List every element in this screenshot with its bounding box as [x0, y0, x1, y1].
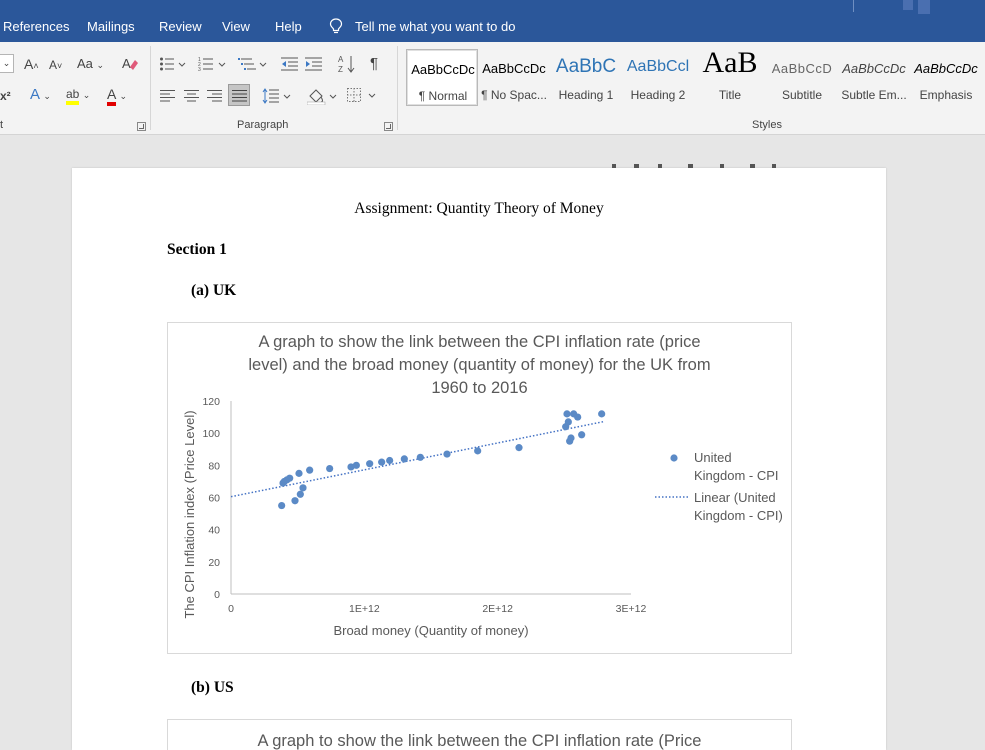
- style-name: ¶ Normal: [418, 89, 468, 103]
- data-point: [286, 475, 293, 482]
- style-preview: AaBbCcDc: [914, 61, 978, 76]
- tab-view[interactable]: View: [222, 19, 250, 34]
- cut-off-text-fragment: [610, 162, 780, 170]
- style-preview: AaBbCcD: [771, 61, 833, 76]
- styles-group-label: Styles: [752, 119, 782, 131]
- tab-review[interactable]: Review: [159, 19, 202, 34]
- shrink-font-button[interactable]: A˅: [49, 58, 63, 72]
- data-point: [565, 418, 572, 425]
- tab-references[interactable]: References: [3, 19, 70, 34]
- us-cpi-chart[interactable]: [167, 719, 792, 750]
- data-point: [326, 465, 333, 472]
- style-name: Heading 1: [558, 88, 614, 102]
- x-tick-label: 3E+12: [615, 603, 647, 615]
- document-page[interactable]: [72, 168, 886, 750]
- data-point: [417, 454, 424, 461]
- data-point: [278, 502, 285, 509]
- style-no-spacing[interactable]: [478, 49, 550, 106]
- data-point: [567, 434, 574, 441]
- data-point: [306, 467, 313, 474]
- highlight-button[interactable]: ab ⌄: [66, 86, 90, 103]
- data-point: [297, 491, 304, 498]
- data-point: [366, 460, 373, 467]
- x-tick-label: 1E+12: [349, 603, 380, 615]
- title-bar-decoration-2: [918, 0, 930, 14]
- style-name: Subtitle: [781, 88, 823, 102]
- chart-title-line: A graph to show the link between the CPI inflation rate (Price: [257, 732, 702, 750]
- font-size-dropdown[interactable]: ⌄: [0, 54, 14, 73]
- y-tick-label: 40: [208, 524, 220, 537]
- y-tick-label: 80: [208, 460, 220, 473]
- ribbon: [0, 42, 985, 135]
- superscript-button[interactable]: x²: [0, 89, 11, 103]
- data-point: [386, 457, 393, 464]
- data-point: [515, 444, 522, 451]
- svg-text:1: 1: [198, 57, 201, 63]
- y-axis-title: The CPI Inflation index (Price Level): [182, 410, 197, 619]
- shading-icon[interactable]: [307, 87, 339, 105]
- style-subtle-emphasis[interactable]: [838, 49, 910, 106]
- style-heading-1[interactable]: [550, 49, 622, 106]
- paragraph-dialog-launcher[interactable]: [384, 122, 393, 131]
- legend-label: United: [694, 450, 732, 465]
- style-subtitle[interactable]: [766, 49, 838, 106]
- legend-label: Linear (United: [694, 490, 776, 505]
- part-b-heading: (b) US: [191, 679, 234, 696]
- uk-cpi-chart[interactable]: [167, 322, 792, 654]
- svg-text:3: 3: [198, 67, 201, 72]
- style-title[interactable]: [694, 49, 766, 106]
- chart-title-line: A graph to show the link between the CPI inflation rate (price: [258, 333, 701, 351]
- scatter-plot: [168, 323, 791, 653]
- lightbulb-icon[interactable]: [329, 18, 343, 34]
- style-normal[interactable]: [406, 49, 478, 106]
- chart-title-line: 1960 to 2016: [431, 379, 528, 397]
- font-color-button[interactable]: A ⌄: [107, 86, 127, 104]
- show-formatting-marks-button[interactable]: ¶: [370, 55, 379, 72]
- sort-icon[interactable]: [338, 54, 356, 74]
- tab-help[interactable]: Help: [275, 19, 302, 34]
- data-point: [353, 462, 360, 469]
- x-tick-label: 0: [228, 603, 234, 615]
- align-left-icon[interactable]: [160, 89, 176, 103]
- multilevel-list-icon[interactable]: [238, 56, 270, 72]
- style-preview: AaBbCcDc: [482, 61, 546, 76]
- ribbon-separator: [150, 46, 151, 130]
- numbering-icon[interactable]: [198, 56, 230, 72]
- styles-gallery: [406, 49, 985, 107]
- assignment-heading: Assignment: Quantity Theory of Money: [354, 200, 604, 217]
- title-bar-divider: [853, 0, 854, 12]
- style-name: Emphasis: [919, 88, 973, 102]
- data-point: [299, 484, 306, 491]
- data-point: [578, 431, 585, 438]
- menu-bar: [0, 0, 985, 42]
- change-case-button[interactable]: Aa ⌄: [77, 56, 105, 71]
- justify-button[interactable]: [228, 84, 250, 106]
- svg-text:A: A: [122, 56, 131, 71]
- y-tick-label: 100: [202, 428, 220, 441]
- justify-icon: [232, 89, 248, 103]
- align-right-icon[interactable]: [207, 89, 223, 103]
- y-tick-label: 120: [202, 396, 220, 408]
- style-preview: AaBbCcDc: [842, 61, 906, 76]
- style-preview: AaBbCcDc: [411, 62, 475, 77]
- data-point: [291, 497, 298, 504]
- style-preview: AaBbCcl: [626, 58, 690, 75]
- tab-mailings[interactable]: Mailings: [87, 19, 135, 34]
- legend-marker: [670, 454, 677, 461]
- data-point: [401, 455, 408, 462]
- paragraph-group-label: Paragraph: [237, 119, 289, 131]
- decrease-indent-icon[interactable]: [281, 56, 299, 72]
- data-point: [474, 447, 481, 454]
- y-tick-label: 60: [208, 492, 220, 505]
- svg-text:A: A: [338, 55, 344, 64]
- borders-icon[interactable]: [347, 88, 379, 104]
- style-preview: AaBbC: [555, 56, 617, 77]
- change-case-label: Aa: [77, 56, 93, 71]
- font-dialog-launcher[interactable]: [137, 122, 146, 131]
- chart-title: [168, 730, 791, 750]
- part-a-heading: (a) UK: [191, 282, 237, 299]
- x-tick-label: 2E+12: [482, 603, 513, 615]
- document-area[interactable]: [0, 136, 985, 750]
- font-group-label: t: [0, 119, 4, 131]
- style-name: ¶ No Spac...: [481, 88, 547, 102]
- x-axis-title: Broad money (Quantity of money): [333, 623, 529, 638]
- increase-indent-icon[interactable]: [305, 56, 323, 72]
- tell-me-search[interactable]: Tell me what you want to do: [355, 19, 516, 34]
- style-name: Heading 2: [630, 88, 686, 102]
- data-point: [443, 450, 450, 457]
- data-point: [598, 410, 605, 417]
- clear-formatting-icon[interactable]: [121, 55, 139, 73]
- section-heading: Section 1: [167, 241, 227, 258]
- y-tick-label: 0: [214, 589, 220, 601]
- bullets-icon[interactable]: [159, 56, 189, 72]
- y-tick-label: 20: [208, 556, 220, 569]
- line-spacing-icon[interactable]: [262, 88, 292, 104]
- svg-text:2: 2: [198, 62, 201, 68]
- legend-label: Kingdom - CPI: [694, 468, 779, 483]
- legend-label: Kingdom - CPI): [694, 508, 783, 523]
- data-point: [574, 413, 581, 420]
- svg-text:Z: Z: [338, 65, 343, 74]
- align-center-icon[interactable]: [184, 89, 200, 103]
- style-heading-2[interactable]: [622, 49, 694, 106]
- data-point: [378, 459, 385, 466]
- data-point: [295, 470, 302, 477]
- title-bar-decoration: [903, 0, 913, 10]
- style-name: Subtle Em...: [841, 88, 907, 102]
- style-preview: AaB: [702, 49, 758, 79]
- ribbon-separator: [397, 46, 398, 130]
- text-effects-button[interactable]: A ⌄: [30, 86, 51, 103]
- chart-title-line: level) and the broad money (quantity of money) for the UK from: [248, 356, 711, 374]
- grow-font-button[interactable]: A˄: [24, 56, 39, 72]
- style-name: Title: [718, 88, 742, 102]
- data-point: [563, 410, 570, 417]
- style-emphasis[interactable]: [910, 49, 982, 106]
